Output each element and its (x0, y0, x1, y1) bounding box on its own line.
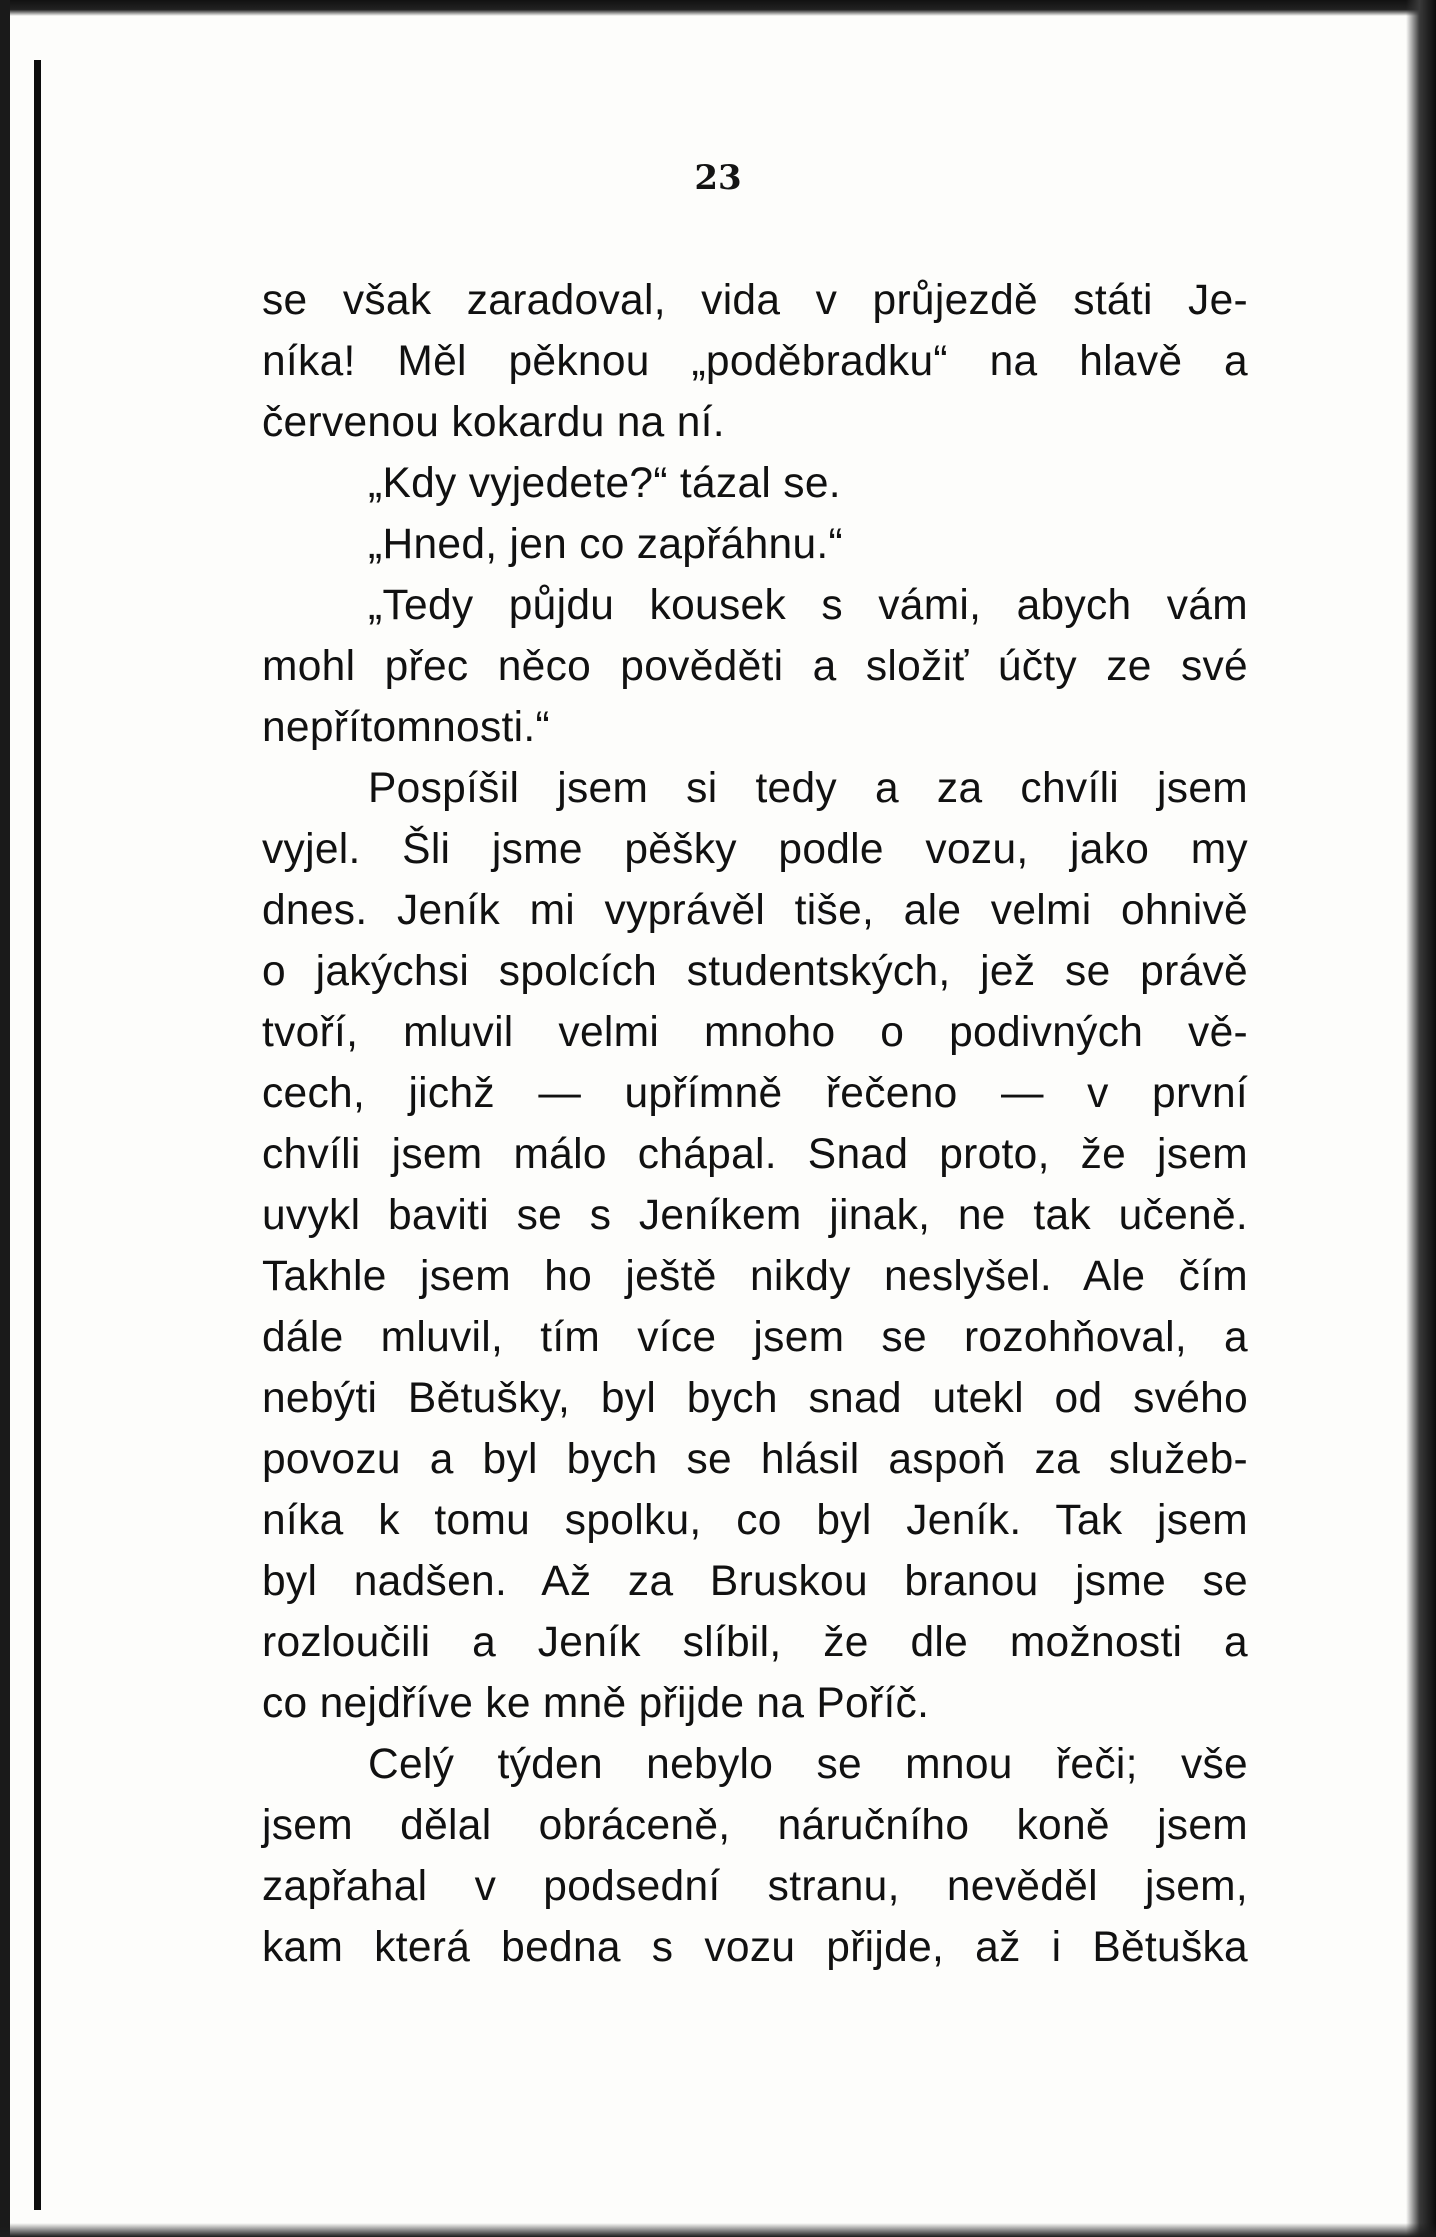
body-text (262, 270, 1248, 1978)
text-line: uvykl baviti se s Jeníkem jinak, ne tak učeně. (262, 1192, 1248, 1239)
text-line: cech, jichž — upřímně řečeno — v první (262, 1070, 1248, 1117)
text-line: byl nadšen. Až za Bruskou branou jsme se (262, 1558, 1248, 1605)
text-line: „Kdy vyjedete?“ tázal se. (368, 460, 841, 507)
scan-bottom-edge (0, 2223, 1436, 2237)
text-line: vyjel. Šli jsme pěšky podle vozu, jako my (262, 826, 1248, 873)
text-line: zapřahal v podsední stranu, nevěděl jsem, (262, 1863, 1248, 1910)
text-line: „Tedy půjdu kousek s vámi, abych vám (368, 582, 1248, 629)
scan-binding-line (34, 60, 41, 2210)
scan-left-edge (0, 0, 10, 2237)
text-line: rozloučili a Jeník slíbil, že dle možnosti a (262, 1619, 1248, 1666)
text-line: povozu a byl bych se hlásil aspoň za služeb- (262, 1436, 1248, 1483)
text-line: dále mluvil, tím více jsem se rozohňoval, a (262, 1314, 1248, 1361)
text-line: Takhle jsem ho ještě nikdy neslyšel. Ale čím (262, 1253, 1248, 1300)
text-line: níka k tomu spolku, co byl Jeník. Tak jsem (262, 1497, 1248, 1544)
text-line: níka! Měl pěknou „poděbradku“ na hlavě a (262, 338, 1248, 385)
text-line: co nejdříve ke mně přijde na Poříč. (262, 1680, 930, 1727)
text-line: o jakýchsi spolcích studentských, jež se právě (262, 948, 1248, 995)
text-line: tvoří, mluvil velmi mnoho o podivných vě- (262, 1009, 1248, 1056)
text-line: červenou kokardu na ní. (262, 399, 725, 446)
text-line: se však zaradoval, vida v průjezdě státi Je- (262, 277, 1248, 324)
text-line: Pospíšil jsem si tedy a za chvíli jsem (368, 765, 1248, 812)
text-line: mohl přec něco pověděti a složiť účty ze své (262, 643, 1248, 690)
text-line: nebýti Bětušky, byl bych snad utekl od svého (262, 1375, 1248, 1422)
scan-right-edge (1406, 0, 1436, 2237)
text-line: jsem dělal obráceně, náručního koně jsem (262, 1802, 1248, 1849)
text-line: nepřítomnosti.“ (262, 704, 550, 751)
text-line: kam která bedna s vozu přijde, až i Bětuška (262, 1924, 1248, 1971)
scan-top-edge (0, 0, 1436, 16)
text-line: dnes. Jeník mi vyprávěl tiše, ale velmi ohnivě (262, 887, 1248, 934)
text-line: „Hned, jen co zapřáhnu.“ (368, 521, 843, 568)
text-line: chvíli jsem málo chápal. Snad proto, že jsem (262, 1131, 1248, 1178)
text-line: Celý týden nebylo se mnou řeči; vše (368, 1741, 1248, 1788)
page-number: 23 (694, 158, 742, 198)
